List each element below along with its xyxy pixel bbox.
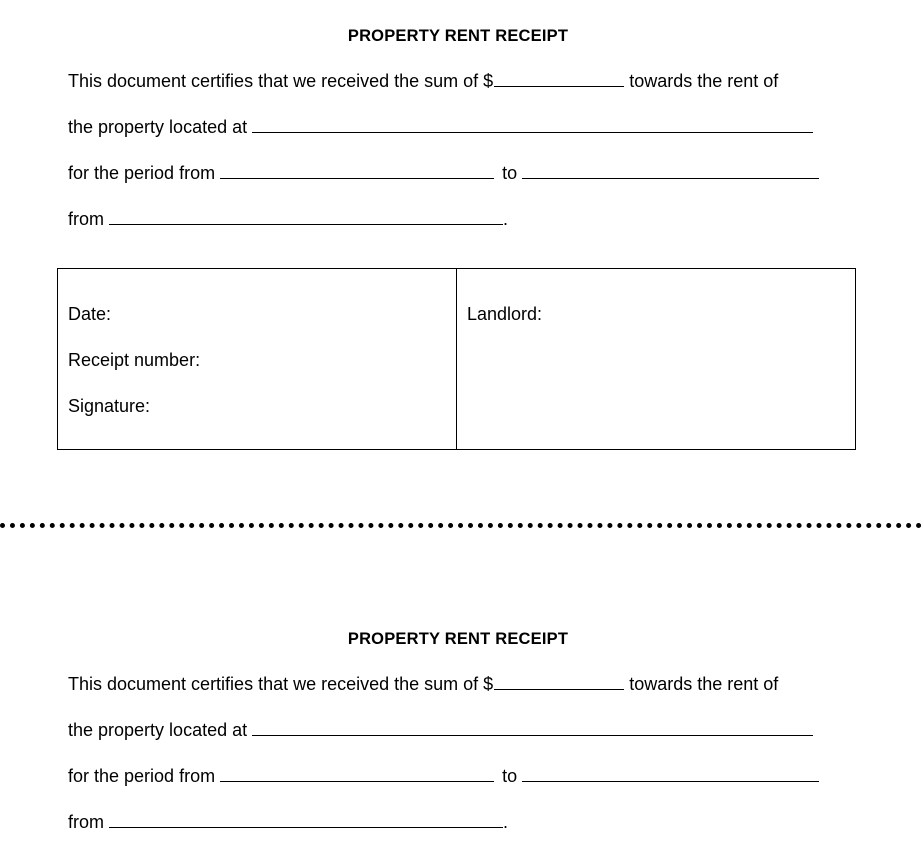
date-label: Date: (68, 304, 112, 324)
period-prefix: for the period from (68, 766, 216, 786)
address-blank[interactable] (252, 718, 813, 736)
receipt-title: PROPERTY RENT RECEIPT (347, 27, 569, 45)
payer-line (68, 207, 508, 229)
period-prefix: for the period from (68, 163, 216, 183)
payer-line (68, 810, 508, 832)
receipt-details-box (57, 268, 856, 450)
sum-blank[interactable] (494, 672, 624, 690)
receipt-title: PROPERTY RENT RECEIPT (347, 630, 569, 648)
sum-suffix: towards the rent of (629, 71, 779, 91)
address-line (68, 115, 815, 137)
period-to-blank[interactable] (522, 764, 819, 782)
payer-blank[interactable] (109, 207, 503, 225)
signature-label: Signature: (68, 396, 151, 416)
address-prefix: the property located at (68, 117, 248, 137)
sum-prefix: This document certifies that we received the sum of $ (68, 71, 494, 91)
cut-line-divider (0, 523, 922, 528)
period-to-blank[interactable] (522, 161, 819, 179)
sum-blank[interactable] (494, 69, 624, 87)
sum-prefix: This document certifies that we received the sum of $ (68, 674, 494, 694)
box-divider (456, 269, 457, 449)
sum-suffix: towards the rent of (629, 674, 779, 694)
payer-suffix: . (503, 209, 509, 229)
period-line (68, 764, 821, 786)
receipt-number-label: Receipt number: (68, 350, 201, 370)
sum-line (68, 69, 778, 91)
period-from-blank[interactable] (220, 161, 494, 179)
address-blank[interactable] (252, 115, 813, 133)
payer-prefix: from (68, 209, 104, 229)
payer-prefix: from (68, 812, 104, 832)
period-to-label: to (502, 766, 518, 786)
period-to-label: to (502, 163, 518, 183)
payer-blank[interactable] (109, 810, 503, 828)
sum-line (68, 672, 778, 694)
address-line (68, 718, 815, 740)
payer-suffix: . (503, 812, 509, 832)
landlord-label: Landlord: (467, 304, 543, 324)
period-from-blank[interactable] (220, 764, 494, 782)
period-line (68, 161, 821, 183)
address-prefix: the property located at (68, 720, 248, 740)
